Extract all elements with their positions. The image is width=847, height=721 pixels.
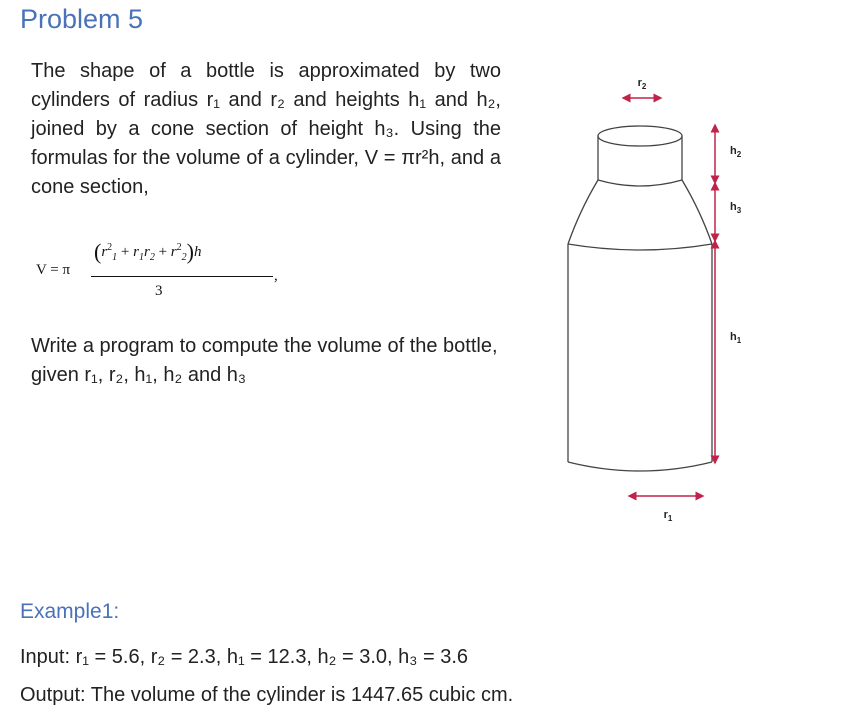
formula-open-paren: ( bbox=[94, 239, 102, 264]
r1-label: $r_1$ bbox=[663, 509, 673, 523]
problem-question-text: Write a program to compute the volume of the bottle, given r₁, r₂, h₁, h₂ and h₃ bbox=[31, 335, 498, 386]
h1-label: $h_1$ bbox=[730, 331, 742, 345]
formula-r1-sub: 1 bbox=[112, 252, 118, 263]
example-heading: Example1: bbox=[20, 600, 120, 623]
formula-denominator: 3 bbox=[155, 283, 163, 299]
page-title: Problem 5 bbox=[20, 4, 144, 34]
body-bottom-arc bbox=[568, 462, 712, 471]
neck-bottom-arc bbox=[598, 180, 682, 186]
formula-r2-sub: 2 bbox=[181, 252, 187, 263]
formula-r1r2-a: r bbox=[133, 244, 139, 260]
formula-numerator bbox=[94, 236, 201, 263]
formula-trailing-comma: , bbox=[274, 268, 278, 284]
formula-h: h bbox=[193, 244, 202, 260]
formula-r1: r bbox=[101, 244, 108, 260]
formula-r1r2-sub2: 2 bbox=[149, 252, 155, 263]
formula-fraction-bar bbox=[91, 276, 273, 277]
cone-right-edge bbox=[682, 180, 712, 244]
r2-label: $r_2$ bbox=[637, 77, 647, 91]
formula-lhs: V = π bbox=[36, 262, 71, 278]
example-output: Output: The volume of the cylinder is 1447.65 cubic cm. bbox=[20, 684, 514, 706]
r1-dimension bbox=[632, 496, 700, 523]
bottle-outline bbox=[568, 126, 712, 471]
formula-plus-2: + bbox=[154, 244, 171, 260]
h2-label: $h_2$ bbox=[730, 145, 742, 159]
body-top-arc bbox=[568, 244, 712, 250]
formula-r2: r bbox=[170, 244, 177, 260]
formula-r2-sup: 2 bbox=[176, 242, 182, 253]
formula-r1r2-b: r bbox=[143, 244, 150, 260]
formula-r1r2-sub1: 1 bbox=[138, 252, 144, 263]
r2-dimension bbox=[626, 77, 658, 98]
bottle-diagram bbox=[550, 60, 750, 540]
formula-plus-1: + bbox=[117, 244, 134, 260]
formula-close-paren: ) bbox=[186, 239, 194, 264]
neck-top-ellipse bbox=[598, 126, 682, 146]
problem-intro-text: The shape of a bottle is approximated by two cylinders of radius r₁ and r₂ and heights h₁ and h₂, joined by a cone section of height h₃. Using the formulas for the volume of a cylinder, V = πr²h, and a cone section, bbox=[31, 60, 501, 198]
example-input: Input: r₁ = 5.6, r₂ = 2.3, h₁ = 12.3, h₂ = 3.0, h₃ = 3.6 bbox=[20, 646, 469, 668]
formula-r1-sup: 2 bbox=[107, 242, 113, 253]
cone-left-edge bbox=[568, 180, 598, 244]
h3-label: $h_3$ bbox=[730, 201, 742, 215]
